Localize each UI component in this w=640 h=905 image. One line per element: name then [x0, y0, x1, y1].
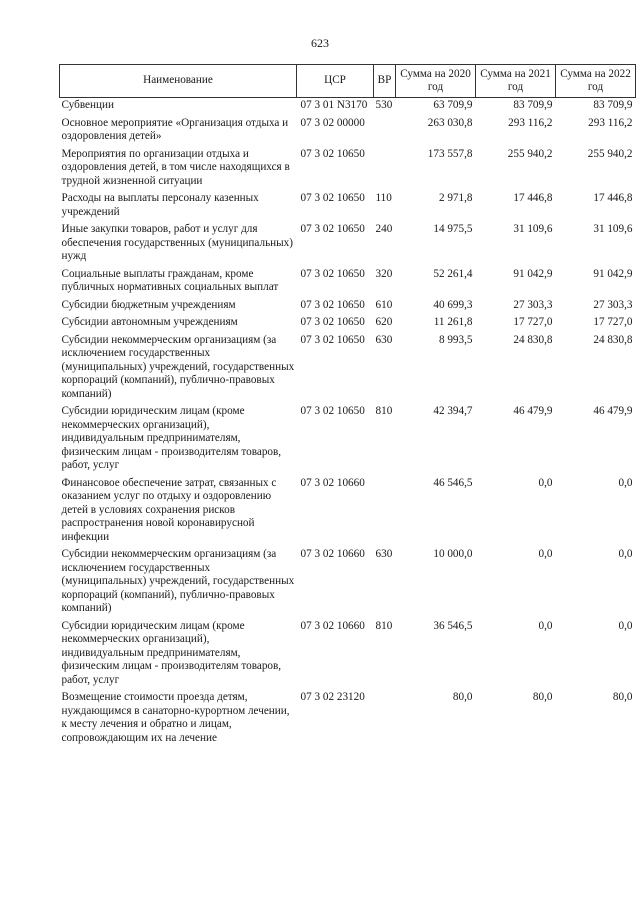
- row-sum-2020: 36 546,5: [433, 619, 473, 632]
- row-sum-2021: 0,0: [538, 476, 553, 489]
- table-row: [60, 147, 636, 192]
- row-sum-2020: 46 546,5: [433, 476, 473, 489]
- row-csr: 07 3 02 00000: [300, 116, 365, 129]
- column-header-2020: Сумма на 2020 год: [396, 65, 476, 98]
- row-name: Субсидии юридическим лицам (кроме некоммерческих организаций), индивидуальным предпринимателям, физическим лицам - производителям товаров, работ, услуг: [61, 405, 282, 471]
- row-vr: [374, 147, 396, 192]
- column-header-name: Наименование: [60, 65, 297, 98]
- page-number: 623: [311, 36, 329, 50]
- row-sum-2022: 46 479,9: [593, 405, 633, 417]
- column-header-2021: Сумма на 2021 год: [476, 65, 556, 98]
- table-row: [60, 404, 636, 476]
- row-sum-2021: 24 830,8: [513, 333, 553, 346]
- row-vr: 240: [375, 223, 393, 235]
- row-csr: 07 3 02 10650: [300, 333, 365, 346]
- row-sum-2020: 63 709,9: [433, 99, 473, 111]
- row-sum-2021: 293 116,2: [508, 116, 553, 129]
- table-row: [60, 222, 636, 267]
- row-sum-2022: 17 727,0: [593, 316, 633, 328]
- row-sum-2022: 17 446,8: [593, 192, 633, 204]
- row-sum-2022: 91 042,9: [593, 267, 633, 280]
- row-sum-2022: 0,0: [618, 619, 633, 632]
- row-vr: [374, 116, 396, 147]
- row-sum-2021: 91 042,9: [513, 267, 553, 280]
- row-name: Возмещение стоимости проезда детям, нуждающимся в санаторно-курортном лечении, к месту лечения и обратно и лицам, сопровождающим их на лечение: [61, 691, 290, 744]
- row-csr: 07 3 02 23120: [300, 691, 365, 703]
- row-name: Субвенции: [61, 99, 114, 111]
- row-csr: 07 3 02 10650: [300, 147, 365, 160]
- table-row: [60, 298, 636, 316]
- row-csr: 07 3 02 10650: [300, 223, 365, 235]
- table-row: [60, 315, 636, 333]
- row-name: Субсидии некоммерческим организациям (за исключением государственных (муниципальных) учреждений, государственных корпораций (компаний), публично-правовых компаний): [61, 333, 295, 400]
- row-sum-2020: 173 557,8: [427, 147, 473, 160]
- row-vr: 620: [375, 316, 393, 328]
- row-vr: 810: [375, 619, 393, 632]
- row-sum-2021: 0,0: [538, 619, 553, 632]
- table-row: [60, 333, 636, 405]
- table-row: [60, 98, 636, 116]
- row-csr: 07 3 02 10650: [300, 316, 365, 328]
- row-vr: 320: [375, 267, 393, 280]
- row-sum-2020: 42 394,7: [433, 405, 473, 417]
- row-csr: 07 3 01 N3170: [300, 99, 368, 111]
- row-sum-2020: 40 699,3: [433, 298, 473, 311]
- row-sum-2020: 11 261,8: [433, 316, 473, 328]
- row-csr: 07 3 02 10650: [300, 298, 365, 311]
- table-row: [60, 690, 636, 748]
- row-vr: 530: [375, 99, 393, 111]
- row-name: Основное мероприятие «Организация отдыха и оздоровления детей»: [61, 116, 289, 142]
- row-csr: 07 3 02 10660: [300, 548, 365, 560]
- row-sum-2022: 0,0: [618, 548, 633, 560]
- row-name: Субсидии автономным учреждениям: [61, 316, 238, 328]
- row-csr: 07 3 02 10660: [300, 476, 365, 489]
- row-name: Субсидии бюджетным учреждениям: [61, 298, 236, 311]
- row-sum-2021: 17 727,0: [513, 316, 553, 328]
- row-sum-2021: 31 109,6: [513, 223, 553, 235]
- table-row: [60, 191, 636, 222]
- row-name: Расходы на выплаты персоналу казенных учреждений: [61, 192, 259, 218]
- row-sum-2022: 31 109,6: [593, 223, 633, 235]
- table-row: [60, 476, 636, 548]
- row-sum-2022: 80,0: [612, 691, 633, 703]
- row-sum-2022: 293 116,2: [588, 116, 633, 129]
- table-row: [60, 619, 636, 691]
- row-csr: 07 3 02 10660: [300, 619, 365, 632]
- row-vr: [374, 690, 396, 748]
- table-row: [60, 547, 636, 619]
- row-sum-2021: 83 709,9: [513, 99, 553, 111]
- row-sum-2021: 255 940,2: [507, 147, 553, 160]
- table-header-row: [60, 65, 636, 98]
- row-sum-2022: 27 303,3: [593, 298, 633, 311]
- row-sum-2020: 8 993,5: [438, 333, 473, 346]
- row-vr: 810: [375, 405, 393, 417]
- table-row: [60, 116, 636, 147]
- row-name: Финансовое обеспечение затрат, связанных с оказанием услуг по отдыху и оздоровлению детей в условиях сохранения рисков распространения новой коронавирусной инфекции: [61, 476, 277, 543]
- row-name: Субсидии юридическим лицам (кроме некоммерческих организаций), индивидуальным предпринимателям, физическим лицам - производителям товаров, работ, услуг: [61, 619, 282, 686]
- row-vr: 630: [375, 548, 393, 560]
- row-sum-2021: 46 479,9: [513, 405, 553, 417]
- row-sum-2021: 27 303,3: [513, 298, 553, 311]
- row-sum-2021: 17 446,8: [513, 192, 553, 204]
- table-row: [60, 267, 636, 298]
- row-name: Иные закупки товаров, работ и услуг для обеспечения государственных (муниципальных) нужд: [61, 223, 293, 262]
- row-sum-2022: 0,0: [618, 476, 633, 489]
- row-sum-2020: 52 261,4: [433, 267, 473, 280]
- row-sum-2020: 14 975,5: [433, 223, 473, 235]
- row-vr: 630: [375, 333, 393, 346]
- budget-table: [59, 64, 636, 748]
- column-header-csr: ЦСР: [297, 65, 374, 98]
- row-sum-2020: 263 030,8: [427, 116, 473, 129]
- column-header-2022: Сумма на 2022 год: [556, 65, 636, 98]
- row-sum-2022: 83 709,9: [593, 99, 633, 111]
- row-sum-2020: 10 000,0: [433, 548, 473, 560]
- row-name: Субсидии некоммерческим организациям (за исключением государственных (муниципальных) учреждений, государственных корпораций (компаний), публично-правовых компаний): [61, 548, 295, 614]
- row-sum-2020: 80,0: [452, 691, 473, 703]
- row-name: Мероприятия по организации отдыха и оздоровления детей, в том числе находящихся в трудной жизненной ситуации: [61, 147, 290, 187]
- row-vr: [374, 476, 396, 548]
- row-csr: 07 3 02 10650: [300, 405, 365, 417]
- row-sum-2022: 24 830,8: [593, 333, 633, 346]
- row-csr: 07 3 02 10650: [300, 192, 365, 204]
- column-header-vr: ВР: [374, 65, 396, 98]
- row-csr: 07 3 02 10650: [300, 267, 365, 280]
- row-sum-2021: 80,0: [532, 691, 553, 703]
- row-sum-2022: 255 940,2: [587, 147, 633, 160]
- row-sum-2020: 2 971,8: [438, 192, 473, 204]
- row-vr: 110: [375, 192, 392, 204]
- row-sum-2021: 0,0: [538, 548, 553, 560]
- row-name: Социальные выплаты гражданам, кроме публичных нормативных социальных выплат: [61, 267, 279, 293]
- row-vr: 610: [375, 298, 393, 311]
